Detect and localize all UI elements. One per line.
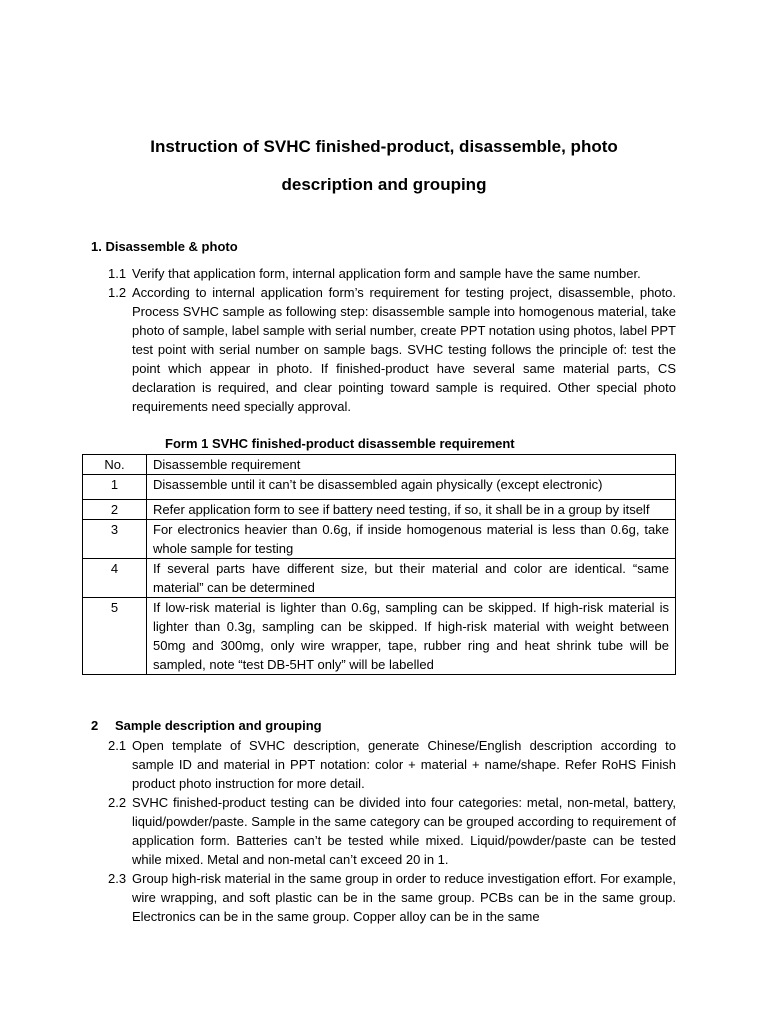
- section-1-heading: 1. Disassemble & photo: [91, 239, 238, 254]
- list-item-2-3: [108, 869, 676, 926]
- table-header-row: [83, 455, 676, 475]
- table-row: [83, 475, 676, 500]
- document-title-line-2: description and grouping: [281, 175, 487, 194]
- table-caption: Form 1 SVHC finished-product disassemble requirement: [165, 436, 515, 451]
- column-header-no: No.: [83, 455, 147, 475]
- list-item-1-1: [108, 264, 676, 283]
- list-item-2-1: [108, 736, 676, 793]
- document-title-line-1: Instruction of SVHC finished-product, disassemble, photo: [150, 137, 618, 156]
- disassemble-requirement-table: [82, 454, 676, 675]
- list-item-number: 2.1: [108, 738, 127, 753]
- list-item-1-2: [108, 283, 676, 416]
- row-requirement: Refer application form to see if battery need testing, if so, it shall be in a group by itself: [147, 500, 676, 520]
- section-2-number: 2: [91, 718, 99, 733]
- list-item-number: 2.3: [108, 871, 127, 886]
- list-item-number: 1.2: [108, 285, 127, 300]
- row-number: 2: [83, 500, 147, 520]
- list-item-text: According to internal application form’s requirement for testing project, disassemble, photo. Process SVHC sample as following step: disassemble sample into homogenous material, take photo of sample, label sample with serial number, create PPT notation using photos, label PPT test point with serial number on sample bags. SVHC testing follows the principle of: test the point which appear in photo. If finished-product have several same material parts, CS declaration is required, and clear pointing toward sample is required. Other special photo requirements need specially approval.: [132, 285, 676, 414]
- section-2-heading: Sample description and grouping: [115, 718, 322, 733]
- table-row: [83, 500, 676, 520]
- row-number: 3: [83, 520, 147, 559]
- table-row: [83, 559, 676, 598]
- row-requirement: If several parts have different size, but their material and color are identical. “same material” can be determined: [147, 559, 676, 598]
- table-row: [83, 520, 676, 559]
- list-item-text: Verify that application form, internal application form and sample have the same number.: [132, 266, 641, 281]
- row-number: 1: [83, 475, 147, 500]
- row-requirement: If low-risk material is lighter than 0.6g, sampling can be skipped. If high-risk material is lighter than 0.3g, sampling can be skipped. If high-risk material with weight between 50mg and 300mg, only wire wrapper, tape, rubber ring and heat shrink tube will be sampled, note “test DB-5HT only” will be labelled: [147, 598, 676, 675]
- list-item-text: Group high-risk material in the same group in order to reduce investigation effort. For example, wire wrapping, and soft plastic can be in the same group. PCBs can be in the same group. Electronics can be in the same group. Copper alloy can be in the same: [132, 871, 676, 924]
- list-item-number: 1.1: [108, 266, 127, 281]
- list-item-number: 2.2: [108, 795, 127, 810]
- list-item-2-2: [108, 793, 676, 869]
- row-number: 4: [83, 559, 147, 598]
- table-row: [83, 598, 676, 675]
- list-item-text: Open template of SVHC description, generate Chinese/English description according to sample ID and material in PPT notation: color + material + name/shape. Refer RoHS Finish product photo instruction for more detail.: [132, 738, 676, 791]
- row-number: 5: [83, 598, 147, 675]
- row-requirement: For electronics heavier than 0.6g, if inside homogenous material is less than 0.6g, take whole sample for testing: [147, 520, 676, 559]
- list-item-text: SVHC finished-product testing can be divided into four categories: metal, non-metal, battery, liquid/powder/paste. Sample in the same category can be grouped according to requirement of application form. Batteries can’t be tested while mixed. Liquid/powder/paste can be tested while mixed. Metal and non-metal can’t exceed 20 in 1.: [132, 795, 676, 867]
- row-requirement: Disassemble until it can’t be disassembled again physically (except electronic): [147, 475, 676, 500]
- column-header-requirement: Disassemble requirement: [147, 455, 676, 475]
